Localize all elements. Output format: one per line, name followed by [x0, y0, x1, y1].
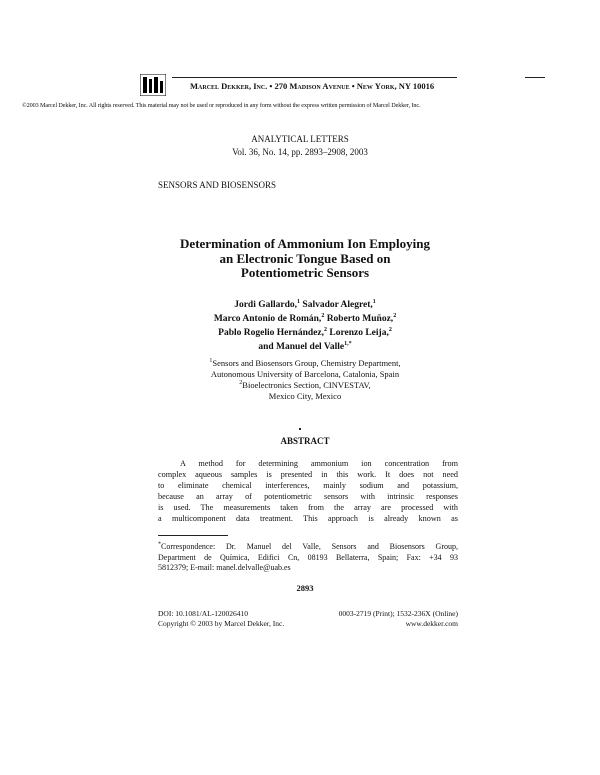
abstract-line: complex aqueous samples is presented in this work. It does not need — [158, 470, 458, 479]
copyright-line: Copyright © 2003 by Marcel Dekker, Inc. — [158, 619, 285, 628]
abstract-body — [158, 458, 458, 524]
affiliation-marker: 1 — [209, 358, 213, 365]
copyright-notice: ©2003 Marcel Dekker, Inc. All rights reserved. This material may not be used or reproduced in any form without the express written permission of Marcel Dekker, Inc. — [22, 102, 421, 109]
author-affiliation-marker: 2 — [393, 312, 397, 319]
header-rule-right — [525, 77, 545, 78]
author-name: Lorenzo Leija, — [329, 328, 389, 338]
section-label: SENSORS AND BIOSENSORS — [158, 180, 277, 190]
separator-dot — [299, 428, 301, 430]
affiliation-1-line-1: Sensors and Biosensors Group, Chemistry Department, — [212, 358, 401, 368]
abstract-line: is used. The measurements taken from the array are processed with — [158, 503, 458, 512]
author-name: Salvador Alegret, — [302, 300, 373, 310]
affiliation-2-line-2: Mexico City, Mexico — [268, 391, 342, 401]
title-line-3: Potentiometric Sensors — [240, 265, 370, 280]
publisher-line: Marcel Dekker, Inc. • 270 Madison Avenue • New York, NY 10016 — [190, 81, 435, 91]
affiliation-1-line-2: Autonomous University of Barcelona, Catalonia, Spain — [210, 369, 400, 379]
header-rule-top — [172, 77, 457, 78]
issn: 0003-2719 (Print); 1532-236X (Online) — [338, 609, 458, 618]
author-affiliation-marker: 2 — [321, 312, 325, 319]
footnote-marker: * — [158, 541, 161, 548]
author-name: Marco Antonio de Román, — [213, 314, 322, 324]
publisher-logo — [140, 74, 166, 96]
affiliation-2-line-1: Bioelectronics Section, CINVESTAV, — [242, 380, 371, 390]
abstract-line: a multicomponent data treatment. This approach is already known as — [158, 514, 458, 523]
author-affiliation-marker: 2 — [323, 326, 327, 333]
footnote-rule — [158, 535, 228, 536]
footnote-line-2: Department de Química, Edifici Cn, 08193 Bellaterra, Spain; Fax: +34 93 — [158, 552, 458, 562]
author-list — [150, 298, 460, 354]
title-line-1: Determination of Ammonium Ion Employing — [180, 236, 430, 251]
footnote — [158, 542, 458, 574]
journal-name: ANALYTICAL LETTERS — [251, 134, 349, 144]
doi: DOI: 10.1081/AL-120026410 — [158, 609, 248, 618]
affiliations — [150, 358, 460, 402]
title-line-2: an Electronic Tongue Based on — [219, 250, 391, 266]
author-name: Pablo Rogelio Hernández, — [218, 328, 324, 338]
abstract-heading: ABSTRACT — [280, 436, 330, 446]
author-affiliation-marker: 2 — [388, 326, 392, 333]
author-name: and Manuel del Valle — [258, 342, 345, 352]
author-affiliation-marker: 1,* — [344, 340, 352, 347]
footnote-line-3: 5812379; E-mail: manel.delvalle@uab.es — [158, 563, 291, 572]
page-number: 2893 — [296, 583, 314, 593]
publisher-website: www.dekker.com — [405, 619, 458, 628]
affiliation-marker: 2 — [239, 380, 243, 387]
footnote-line-1: Correspondence: Dr. Manuel del Valle, Sensors and Biosensors Group, — [161, 542, 458, 551]
publisher-logo-icon — [140, 74, 166, 96]
abstract-line: to eliminate chemical interferences, mainly sodium and potassium, — [158, 481, 458, 490]
author-name: Roberto Muñoz, — [326, 314, 394, 324]
author-name: Jordi Gallardo, — [234, 300, 298, 310]
article-title — [150, 237, 460, 281]
journal-citation: Vol. 36, No. 14, pp. 2893–2908, 2003 — [232, 147, 368, 157]
author-affiliation-marker: 1 — [297, 298, 301, 305]
abstract-line: A method for determining ammonium ion concentration from — [180, 459, 458, 468]
author-affiliation-marker: 1 — [372, 298, 376, 305]
abstract-line: because an array of potentiometric sensors with intrinsic responses — [158, 492, 458, 501]
